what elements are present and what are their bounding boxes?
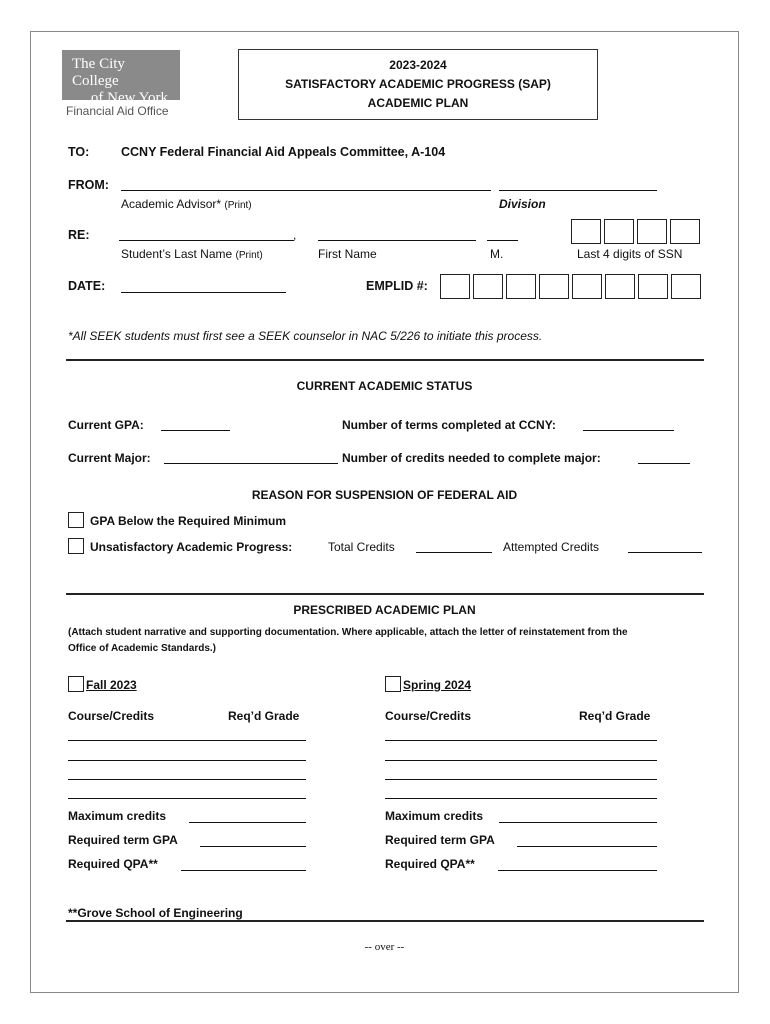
fall-course-line[interactable] bbox=[68, 760, 306, 761]
unsatisfactory-progress-checkbox[interactable] bbox=[68, 538, 84, 554]
last-name-print-note: (Print) bbox=[235, 250, 263, 261]
fall-course-line[interactable] bbox=[68, 798, 306, 799]
date-field[interactable] bbox=[121, 292, 286, 293]
first-name-caption: First Name bbox=[318, 247, 377, 261]
spring-qpa-field[interactable] bbox=[498, 870, 657, 871]
fall-course-line[interactable] bbox=[68, 779, 306, 780]
college-logo bbox=[62, 50, 180, 106]
fall-term-gpa-label: Required term GPA bbox=[68, 833, 178, 847]
fall-term-label: Fall 2023 bbox=[86, 678, 137, 692]
current-gpa-label: Current GPA: bbox=[68, 418, 144, 432]
advisor-field[interactable] bbox=[121, 190, 491, 191]
current-major-label: Current Major: bbox=[68, 451, 151, 465]
title-sub: ACADEMIC PLAN bbox=[367, 96, 469, 110]
advisor-caption bbox=[121, 197, 252, 211]
emplid-digit-box[interactable] bbox=[440, 274, 470, 299]
emplid-digit-box[interactable] bbox=[671, 274, 701, 299]
fall-qpa-field[interactable] bbox=[181, 870, 306, 871]
last-name-caption-text: Student’s Last Name bbox=[121, 247, 233, 261]
from-label: FROM: bbox=[68, 178, 109, 192]
current-gpa-field[interactable] bbox=[161, 430, 230, 431]
fall-max-credits-label: Maximum credits bbox=[68, 809, 167, 823]
total-credits-label: Total Credits bbox=[328, 540, 395, 554]
attempted-credits-field[interactable] bbox=[628, 552, 702, 553]
first-name-field[interactable] bbox=[318, 240, 476, 241]
division-field[interactable] bbox=[499, 190, 657, 191]
unsatisfactory-progress-label: Unsatisfactory Academic Progress: bbox=[90, 540, 293, 554]
middle-initial-field[interactable] bbox=[487, 240, 518, 241]
plan-heading: PRESCRIBED ACADEMIC PLAN bbox=[293, 603, 476, 617]
emplid-digit-box[interactable] bbox=[572, 274, 602, 299]
current-major-field[interactable] bbox=[164, 463, 338, 464]
spring-max-credits-field[interactable] bbox=[499, 822, 657, 823]
current-status-heading: CURRENT ACADEMIC STATUS bbox=[296, 379, 473, 393]
ssn-digit-box[interactable] bbox=[571, 219, 601, 244]
title-main: SATISFACTORY ACADEMIC PROGRESS (SAP) bbox=[285, 77, 551, 91]
fall-max-credits-field[interactable] bbox=[189, 822, 306, 823]
gpa-below-checkbox[interactable] bbox=[68, 512, 84, 528]
credits-needed-field[interactable] bbox=[638, 463, 690, 464]
terms-completed-field[interactable] bbox=[583, 430, 674, 431]
section-divider bbox=[66, 359, 704, 361]
spring-course-header: Course/Credits bbox=[385, 709, 472, 723]
ssn-digit-box[interactable] bbox=[637, 219, 667, 244]
spring-qpa-label: Required QPA** bbox=[385, 857, 475, 871]
division-caption: Division bbox=[499, 197, 546, 211]
to-label: TO: bbox=[68, 145, 90, 159]
terms-completed-label: Number of terms completed at CCNY: bbox=[342, 418, 556, 432]
middle-initial-caption: M. bbox=[490, 247, 504, 261]
ssn-digit-box[interactable] bbox=[670, 219, 700, 244]
spring-course-line[interactable] bbox=[385, 798, 657, 799]
re-comma: , bbox=[293, 228, 297, 242]
fall-grade-header: Req’d Grade bbox=[228, 709, 300, 723]
over-note: -- over -- bbox=[364, 941, 405, 953]
page-border bbox=[30, 31, 739, 993]
seek-note: *All SEEK students must first see a SEEK counselor in NAC 5/226 to initiate this process. bbox=[68, 329, 543, 343]
footnote-divider bbox=[66, 920, 704, 922]
advisor-print-note: (Print) bbox=[224, 200, 252, 211]
credits-needed-label: Number of credits needed to complete major: bbox=[342, 451, 601, 465]
plan-note-line-1: (Attach student narrative and supporting documentation. Where applicable, attach the letter of reinstatement from the bbox=[68, 627, 628, 638]
fall-term-checkbox[interactable] bbox=[68, 676, 84, 692]
spring-term-checkbox[interactable] bbox=[385, 676, 401, 692]
emplid-digit-box[interactable] bbox=[605, 274, 635, 299]
reason-heading: REASON FOR SUSPENSION OF FEDERAL AID bbox=[251, 488, 518, 502]
logo-line-2: of New York bbox=[90, 90, 168, 106]
date-label: DATE: bbox=[68, 279, 106, 293]
title-year: 2023-2024 bbox=[389, 58, 447, 72]
logo-line-1: The City College bbox=[72, 56, 125, 89]
plan-note-line-2: Office of Academic Standards.) bbox=[68, 643, 216, 654]
last-name-caption bbox=[121, 247, 263, 261]
fall-course-line[interactable] bbox=[68, 740, 306, 741]
spring-course-line[interactable] bbox=[385, 740, 657, 741]
form-title-box bbox=[238, 49, 598, 120]
fall-qpa-label: Required QPA** bbox=[68, 857, 158, 871]
section-divider bbox=[66, 593, 704, 595]
ssn-caption: Last 4 digits of SSN bbox=[577, 247, 683, 261]
emplid-digit-box[interactable] bbox=[506, 274, 536, 299]
fall-term-gpa-field[interactable] bbox=[200, 846, 306, 847]
ssn-digit-box[interactable] bbox=[604, 219, 634, 244]
emplid-digit-box[interactable] bbox=[473, 274, 503, 299]
to-value: CCNY Federal Financial Aid Appeals Committee, A-104 bbox=[121, 145, 446, 159]
fall-course-header: Course/Credits bbox=[68, 709, 155, 723]
last-name-field[interactable] bbox=[119, 240, 294, 241]
emplid-digit-box[interactable] bbox=[638, 274, 668, 299]
spring-grade-header: Req’d Grade bbox=[579, 709, 651, 723]
spring-max-credits-label: Maximum credits bbox=[385, 809, 484, 823]
advisor-caption-text: Academic Advisor* bbox=[121, 197, 222, 211]
emplid-label: EMPLID #: bbox=[366, 279, 428, 293]
attempted-credits-label: Attempted Credits bbox=[503, 540, 600, 554]
spring-course-line[interactable] bbox=[385, 760, 657, 761]
spring-term-gpa-field[interactable] bbox=[517, 846, 657, 847]
total-credits-field[interactable] bbox=[416, 552, 492, 553]
re-label: RE: bbox=[68, 228, 90, 242]
spring-term-gpa-label: Required term GPA bbox=[385, 833, 495, 847]
spring-term-label: Spring 2024 bbox=[403, 678, 472, 692]
footnote: **Grove School of Engineering bbox=[68, 906, 243, 920]
emplid-digit-box[interactable] bbox=[539, 274, 569, 299]
logo-subtitle: Financial Aid Office bbox=[66, 104, 169, 118]
spring-course-line[interactable] bbox=[385, 779, 657, 780]
gpa-below-label: GPA Below the Required Minimum bbox=[90, 514, 287, 528]
